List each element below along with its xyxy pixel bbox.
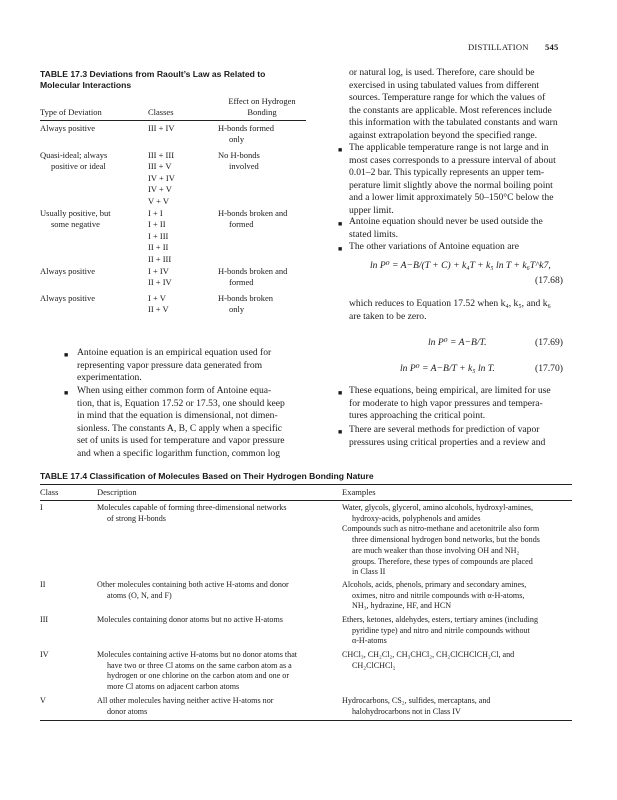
table-17-3-effect-header-2: Bonding	[247, 107, 277, 117]
table-rule	[40, 484, 572, 485]
table-cell: Usually positive, but some negative	[40, 208, 111, 230]
table-cell: III	[40, 615, 49, 624]
right-bullet-4: These equations, being empirical, are limited for use for moderate to high vapor pressures and tempera- tures approaching the critical point.	[349, 385, 551, 422]
table-17-4-description-header: Description	[97, 487, 137, 497]
left-bullet-1: Antoine equation is an empirical equation used for representing vapor pressure data generated from experimentation.	[77, 347, 272, 384]
right-bullet-1: The applicable temperature range is not large and in most cases corresponds to a pressure interval of about 0.01–2 bar. This typically represents an upper tem- perature limit slightly above the normal boiling point and a lower limit approximately 50–150°C below the upper limit.	[349, 142, 556, 216]
table-17-4-examples-header: Examples	[342, 487, 376, 497]
table-cell: Hydrocarbons, CS₂, sulfides, mercaptans, and halohydrocarbons not in Class IV	[342, 696, 491, 716]
table-cell: Ethers, ketones, aldehydes, esters, tertiary amines (including pyridine type) and nitro and nitrile compounds without α-H-atoms	[342, 615, 538, 646]
table-cell: Always positive	[40, 266, 96, 276]
equation-number: (17.68)	[535, 275, 563, 286]
table-cell: H-bonds broken and formed	[218, 266, 288, 288]
table-cell: I	[40, 503, 43, 512]
table-17-3-type-header: Type of Deviation	[40, 107, 102, 117]
table-cell: H-bonds broken only	[218, 293, 274, 315]
running-head: DISTILLATION	[468, 42, 529, 52]
table-cell: CHCl₃, CH₂Cl₂, CH₃CHCl₂, CH₂ClCHClCH₂Cl, and CH₂ClCHCl₂	[342, 650, 515, 670]
table-cell: III + III III + V IV + IV IV + V V + V	[148, 150, 175, 206]
equation-number: (17.69)	[535, 337, 563, 348]
equation-17-70: ln P⁰ = A−B/T + k₅ ln T.	[400, 363, 495, 374]
equation-17-68: ln P⁰ = A−B/(T + C) + k₄T + k₅ ln T + k₆T^k7,	[370, 260, 551, 271]
table-cell: IV	[40, 650, 49, 659]
table-17-4-caption: TABLE 17.4 Classification of Molecules Based on Their Hydrogen Bonding Nature	[40, 471, 374, 481]
bullet-icon: ■	[64, 351, 69, 359]
bullet-icon: ■	[338, 245, 343, 253]
bullet-icon: ■	[338, 389, 343, 397]
table-cell: Always positive	[40, 123, 96, 133]
table-cell: Molecules containing active H-atoms but no donor atoms that have two or three Cl atoms on the same carbon atom as a hydrogen or one chlorine on the carbon atom and one or more Cl atoms on adjacent carbon atoms	[97, 650, 298, 692]
table-17-4-class-header: Class	[40, 487, 59, 497]
equation-reduce-text: which reduces to Equation 17.52 when k₄, k₅, and k₆ are taken to be zero.	[349, 298, 551, 322]
table-cell: H-bonds formed only	[218, 123, 274, 145]
table-cell: I + V II + V	[148, 293, 169, 315]
table-cell: II	[40, 580, 46, 589]
table-cell: Alcohols, acids, phenols, primary and secondary amines, oximes, nitro and nitrile compounds with α-H-atoms, NH₃, hydrazine, HF, and HCN	[342, 580, 527, 611]
table-rule	[40, 720, 572, 721]
right-bullet-5: There are several methods for prediction of vapor pressures using critical properties and a review and	[349, 424, 546, 448]
table-cell: Molecules containing donor atoms but no active H-atoms	[97, 615, 283, 624]
bullet-icon: ■	[338, 146, 343, 154]
left-bullet-2: When using either common form of Antoine equa- tion, that is, Equation 17.52 or 17.53, one should keep in mind that the equation is dimensional, not dimen- sionless. The constants A, B, C apply when a specific set of units is used for temperature and vapor pressure and when a specific logarithm function, common log	[77, 385, 285, 459]
table-cell: I + IV II + IV	[148, 266, 172, 288]
bullet-icon: ■	[338, 428, 343, 436]
table-cell: H-bonds broken and formed	[218, 208, 288, 230]
table-cell: Quasi-ideal; always positive or ideal	[40, 150, 108, 172]
table-17-3-classes-header: Classes	[148, 107, 174, 117]
table-cell: Water, glycols, glycerol, amino alcohols, hydroxyl-amines, hydroxy-acids, polyphenols and amides Compounds such as nitro-methane and acetonitrile also form three dimensional hydrogen bond networks, but the bonds are much weaker than those involving OH and NH₂ groups. Therefore, these types of compounds are placed in Class II	[342, 503, 540, 577]
table-17-3-effect-header: Effect on Hydrogen	[228, 96, 296, 106]
right-intro-paragraph: or natural log, is used. Therefore, care should be exercised in using tabulated values from different sources. Temperature range for which the values of the constants are applicable. Most references include this information with the tabulated constants and warn against extrapolation beyond the specified range.	[349, 67, 558, 141]
table-cell: V	[40, 696, 46, 705]
table-rule	[40, 120, 306, 121]
bullet-icon: ■	[64, 389, 69, 397]
table-cell: Always positive	[40, 293, 96, 303]
table-rule	[40, 500, 572, 501]
bullet-icon: ■	[338, 220, 343, 228]
table-cell: Other molecules containing both active H-atoms and donor atoms (O, N, and F)	[97, 580, 289, 600]
equation-number: (17.70)	[535, 363, 563, 374]
equation-17-69: ln P⁰ = A−B/T.	[428, 337, 487, 348]
right-bullet-2: Antoine equation should never be used outside the stated limits.	[349, 216, 543, 240]
right-bullet-3: The other variations of Antoine equation are	[349, 241, 519, 252]
table-17-3-caption: TABLE 17.3 Deviations from Raoult’s Law as Related to Molecular Interactions	[40, 69, 266, 90]
table-cell: All other molecules having neither active H-atoms nor donor atoms	[97, 696, 274, 716]
table-cell: No H-bonds involved	[218, 150, 260, 172]
page-number: 545	[545, 42, 559, 52]
table-cell: Molecules capable of forming three-dimensional networks of strong H-bonds	[97, 503, 287, 523]
table-cell: III + IV	[148, 123, 175, 133]
table-cell: I + I I + II I + III II + II II + III	[148, 208, 172, 264]
